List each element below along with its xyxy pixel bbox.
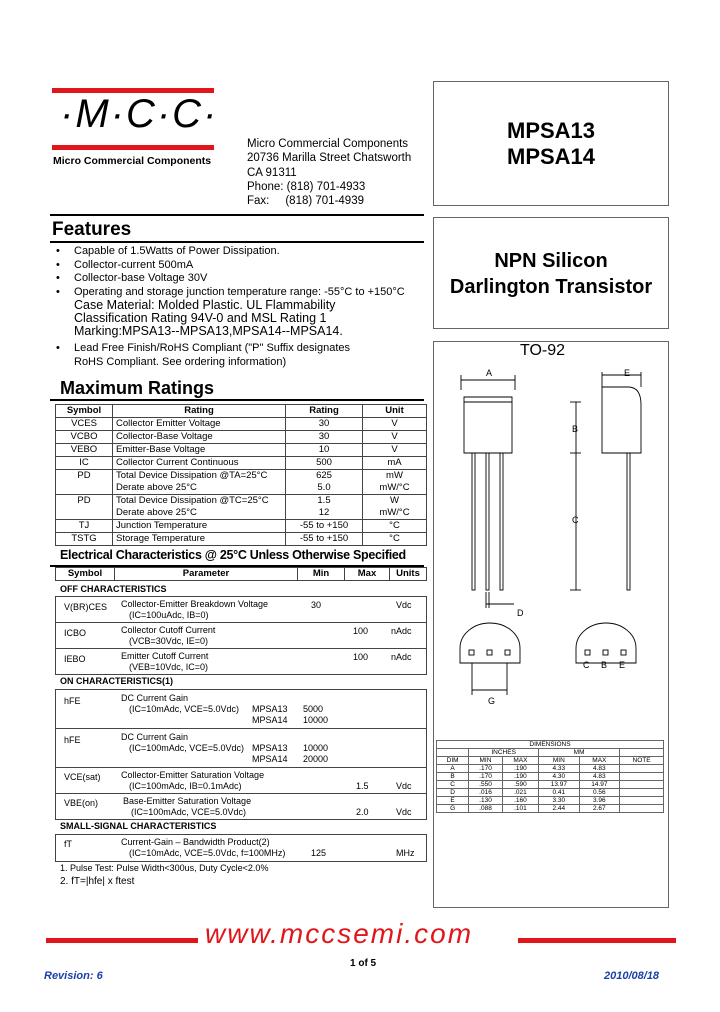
bottom-view-right	[576, 623, 636, 663]
table-row: E .130 .160 3.30 3.96	[437, 797, 664, 805]
max-ratings-underline	[50, 399, 424, 401]
pin-label-e: E	[619, 660, 626, 670]
header-cell: Symbol	[56, 405, 113, 418]
feature-item: Marking:MPSA13--MPSA13,MPSA14--MPSA14.	[74, 324, 343, 338]
table-row: C .550 .590 13.97 14.97	[437, 781, 664, 789]
table-row: PD Total Device Dissipation @TA=25°C 625 mW	[56, 470, 427, 483]
feature-item: • Collector-base Voltage 30V	[56, 272, 426, 286]
front-body	[464, 397, 512, 453]
off-rows	[55, 596, 427, 675]
website-link[interactable]: www.mccsemi.com	[205, 918, 474, 949]
table-row: VEBO Emitter-Base Voltage 10 V	[56, 444, 427, 457]
header-cell: Symbol	[56, 568, 115, 581]
lead	[500, 453, 503, 590]
header-cell: Unit	[363, 405, 427, 418]
feature-item: • Operating and storage junction temperature range: -55°C to +150°C	[56, 286, 426, 300]
table-row: VCE(sat) Collector-Emitter Saturation Voltage (IC=100mAdc, IB=0.1mAdc) 1.5 Vdc	[55, 767, 427, 793]
lead	[486, 453, 489, 590]
feature-item: Classification Rating 94V-0 and MSL Rating 1	[74, 311, 327, 325]
table-row: PD Total Device Dissipation @TC=25°C 1.5 W	[56, 495, 427, 508]
header-cell: Parameter	[115, 568, 298, 581]
feature-item: • Collector-current 500mA	[56, 259, 426, 273]
bottom-view-left	[460, 623, 520, 663]
on-rows	[55, 689, 427, 820]
lead	[472, 453, 475, 590]
table-row: B .170 .190 4.30 4.83	[437, 773, 664, 781]
table-row: hFE DC Current Gain (IC=100mAdc, VCE=5.0Vdc) MPSA13 MPSA14 10000 20000	[55, 728, 427, 767]
small-rows	[55, 834, 427, 862]
dim-label-e: E	[624, 368, 631, 378]
release-date: 2010/08/18	[604, 970, 660, 982]
feature-item: Case Material: Molded Plastic. UL Flammability	[74, 298, 336, 312]
header-cell: Rating	[113, 405, 286, 418]
table-row: D .016 .021 0.41 0.56	[437, 789, 664, 797]
feature-item: RoHS Compliant. See ordering information)	[74, 355, 287, 368]
notes	[60, 862, 268, 888]
max-ratings-table	[55, 404, 427, 546]
small-signal-title: SMALL-SIGNAL CHARACTERISTICS	[60, 821, 217, 831]
header-cell: Max	[345, 568, 390, 581]
table-row: A .170 .190 4.33 4.83	[437, 765, 664, 773]
features-list	[56, 245, 426, 369]
note-item: 1. Pulse Test: Pulse Width<300us, Duty Cycle<2.0%	[60, 863, 269, 873]
pin-label-c: C	[583, 660, 590, 670]
off-characteristics-title: OFF CHARACTERISTICS	[60, 584, 167, 594]
table-row: V(BR)CES Collector-Emitter Breakdown Voltage (IC=100uAdc, IB=0) 30 Vdc	[55, 596, 427, 622]
side-lead	[627, 453, 630, 590]
dim-label-g: G	[488, 696, 496, 706]
pin-label-b: B	[601, 660, 608, 670]
part-number: MPSA14	[507, 144, 596, 169]
elec-header-table	[55, 567, 427, 581]
dim-label-a: A	[486, 368, 493, 378]
table-row: TJ Junction Temperature -55 to +150 °C	[56, 520, 427, 533]
device-type: NPN Silicon	[494, 250, 608, 272]
dim-label-c: C	[572, 515, 579, 525]
device-function: Darlington Transistor	[449, 276, 653, 298]
table-row: Derate above 25°C 12 mW/°C	[56, 507, 427, 520]
page-number: 1 of 5	[350, 958, 377, 969]
on-characteristics-title: ON CHARACTERISTICS(1)	[60, 676, 174, 686]
table-row: IEBO Emitter Cutoff Current (VEB=10Vdc, IC=0) 100 nAdc	[55, 648, 427, 675]
table-row: VCES Collector Emitter Voltage 30 V	[56, 418, 427, 431]
description-box	[433, 217, 669, 329]
part-number-box	[433, 81, 669, 206]
note-item: 2. fT=|hfe| x ftest	[60, 876, 135, 887]
table-row: ICBO Collector Cutoff Current (VCB=30Vdc, IE=0) 100 nAdc	[55, 622, 427, 648]
table-row: fT Current-Gain – Bandwidth Product(2) (IC=10mAdc, VCE=5.0Vdc, f=100MHz) 125 MHz	[55, 834, 427, 862]
dim-label-d: D	[517, 608, 524, 618]
elec-char-title: Electrical Characteristics @ 25°C Unless Otherwise Specified	[60, 548, 406, 562]
table-row: IC Collector Current Continuous 500 mA	[56, 457, 427, 470]
feature-item: • Capable of 1.5Watts of Power Dissipation.	[56, 245, 426, 259]
side-body	[602, 387, 641, 453]
features-rule	[50, 214, 424, 216]
package-label: TO-92	[520, 342, 566, 359]
mcc-logo: ·M·C·C·	[60, 92, 219, 136]
header-cell: Rating	[286, 405, 363, 418]
dim-label-b: B	[572, 424, 579, 434]
table-row: VCBO Collector-Base Voltage 30 V	[56, 431, 427, 444]
to92-drawing	[436, 360, 664, 730]
dimensions-title: DIMENSIONS	[437, 741, 664, 749]
part-number: MPSA13	[507, 118, 596, 143]
max-ratings-title: Maximum Ratings	[60, 378, 215, 398]
features-underline	[50, 241, 424, 243]
logo-subtitle: Micro Commercial Components	[53, 155, 212, 167]
table-row: Derate above 25°C 5.0 mW/°C	[56, 482, 427, 495]
logo-bottom-bar	[52, 145, 214, 150]
features-title: Features	[52, 219, 132, 240]
footer-bar-right	[518, 938, 676, 943]
dimensions-table: DIMENSIONS INCHES MM DIM MIN MAX MIN MAX NOTE A .170 .190 4.33 4.83 B .170 .190 4.30 4.83 C .550 .590 13.97 14.97 D .016 .021 0.41 0.56 E .130 .160 3.30 3.96 G .088 .101 2.44 2.67	[436, 740, 664, 813]
feature-item: • Lead Free Finish/RoHS Compliant ("P" Suffix designates	[56, 342, 426, 356]
table-row: VBE(on) Base-Emitter Saturation Voltage (IC=100mAdc, VCE=5.0Vdc) 2.0 Vdc	[55, 793, 427, 820]
table-row: G .088 .101 2.44 2.67	[437, 805, 664, 813]
table-row: hFE DC Current Gain (IC=10mAdc, VCE=5.0Vdc) MPSA13 MPSA14 5000 10000	[55, 689, 427, 728]
revision: Revision: 6	[44, 970, 103, 982]
footer-bar-left	[46, 938, 198, 943]
header-cell: Min	[298, 568, 345, 581]
company-address: Micro Commercial Components 20736 Marilla Street Chatsworth CA 91311 Phone: (818) 701-4933 Fax: (818) 701-4939	[247, 138, 412, 208]
header-cell: Units	[390, 568, 427, 581]
table-row: TSTG Storage Temperature -55 to +150 °C	[56, 533, 427, 546]
